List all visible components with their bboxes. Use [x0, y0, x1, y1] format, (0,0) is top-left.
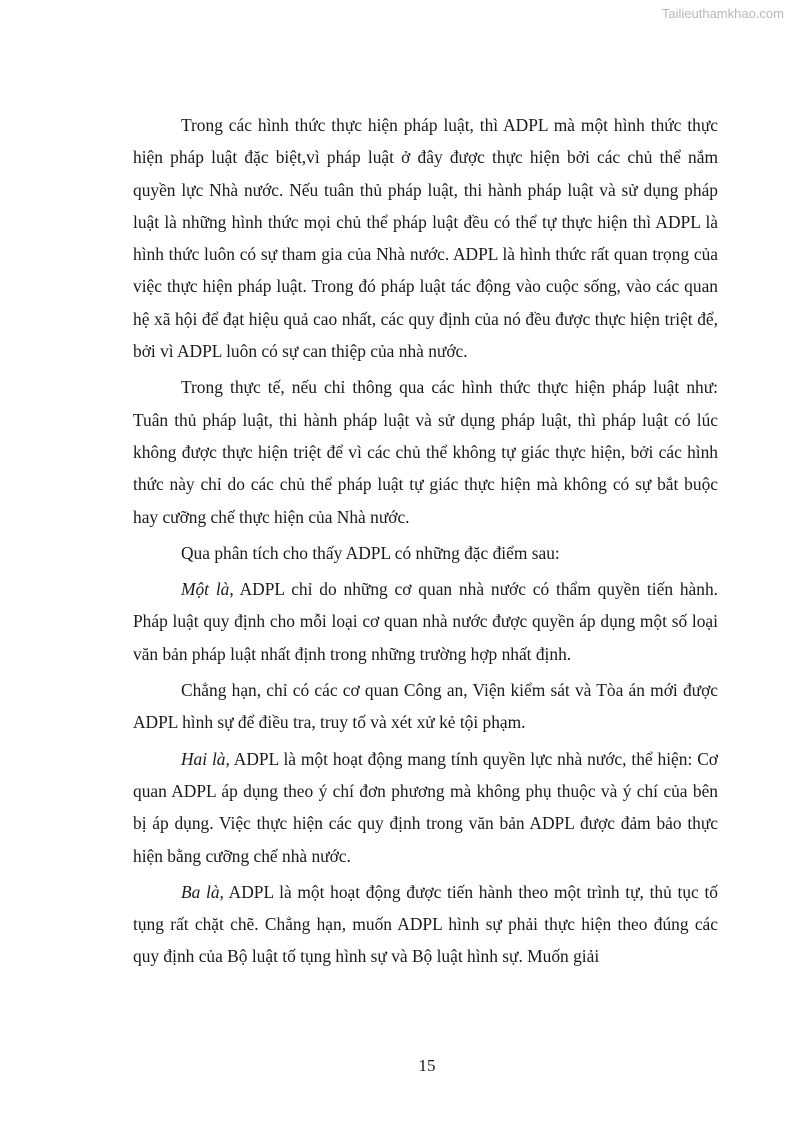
paragraph-3	[133, 537, 718, 569]
paragraph-text: Trong các hình thức thực hiện pháp luật, thì ADPL mà một hình thức thực hiện pháp luật đặc biệt,vì pháp luật ở đây được thực hiện bởi các chủ thể nắm quyền lực Nhà nước. Nếu tuân thủ pháp luật, thi hành pháp luật và sử dụng pháp luật là những hình thức mọi chủ thể pháp luật đều có thể tự thực hiện thì ADPL là hình thức luôn có sự tham gia của Nhà nước. ADPL là hình thức rất quan trọng của việc thực hiện pháp luật. Trong đó pháp luật tác động vào cuộc sống, vào các quan hệ xã hội để đạt hiệu quả cao nhất, các quy định của nó đều được thực hiện triệt để, bởi vì ADPL luôn có sự can thiệp của nhà nước.	[133, 115, 718, 362]
paragraph-5	[133, 674, 718, 739]
paragraph-text: ADPL là một hoạt động mang tính quyền lực nhà nước, thể hiện: Cơ quan ADPL áp dụng theo ý chí đơn phương mà không phụ thuộc và ý chí của bên bị áp dụng. Việc thực hiện các quy định trong văn bản ADPL được đảm bảo thực hiện bằng cưỡng chế nhà nước.	[133, 748, 718, 866]
paragraph-2	[133, 371, 718, 532]
paragraph-text: Qua phân tích cho thấy ADPL có những đặc điểm sau:	[181, 542, 560, 563]
document-body	[133, 109, 718, 977]
paragraph-text: Trong thực tế, nếu chỉ thông qua các hình thức thực hiện pháp luật như: Tuân thủ pháp luật, thi hành pháp luật và sử dụng pháp luật, thì pháp luật có lúc không được thực hiện triệt để vì các chủ thể không tự giác thực hiện, bởi các hình thức này chỉ do các chủ thể pháp luật tự giác thực hiện mà không có sự bắt buộc hay cưỡng chế thực hiện của Nhà nước.	[133, 377, 718, 527]
paragraph-text: Chẳng hạn, chỉ có các cơ quan Công an, Viện kiểm sát và Tòa án mới được ADPL hình sự để điều tra, truy tố và xét xử kẻ tội phạm.	[133, 680, 718, 733]
paragraph-lead: Hai là,	[181, 748, 230, 769]
paragraph-6	[133, 743, 718, 872]
paragraph-7	[133, 876, 718, 973]
paragraph-text: ADPL chỉ do những cơ quan nhà nước có thẩm quyền tiến hành. Pháp luật quy định cho mỗi loại cơ quan nhà nước được quyền áp dụng một số loại văn bản pháp luật nhất định trong những trường hợp nhất định.	[133, 579, 718, 664]
page-number: 15	[418, 1056, 436, 1075]
paragraph-lead: Một là,	[181, 579, 234, 600]
paragraph-lead: Ba là,	[181, 881, 224, 902]
paragraph-text: ADPL là một hoạt động được tiến hành theo một trình tự, thủ tục tố tụng rất chặt chẽ. Chẳng hạn, muốn ADPL hình sự phải thực hiện theo đúng các quy định của Bộ luật tố tụng hình sự và Bộ luật hình sự. Muốn giải	[133, 881, 718, 967]
watermark-text: Tailieuthamkhao.com	[661, 6, 784, 21]
paragraph-1	[133, 109, 718, 367]
paragraph-4	[133, 573, 718, 670]
